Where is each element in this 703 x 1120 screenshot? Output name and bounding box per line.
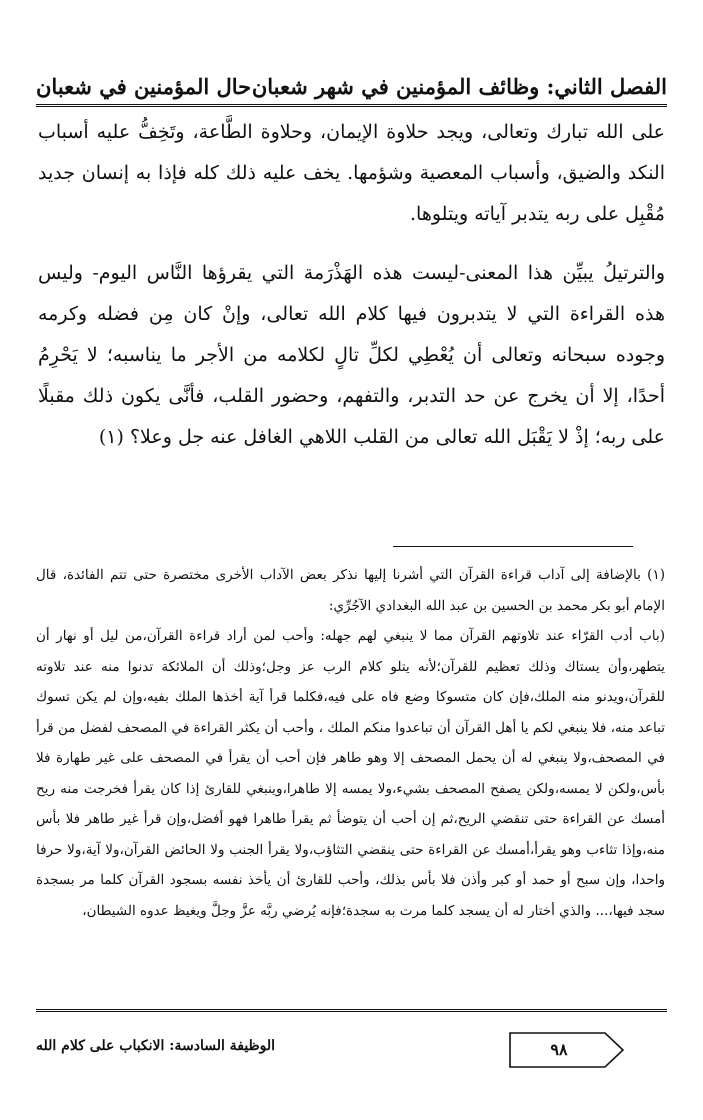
- running-header: [36, 58, 667, 107]
- chapter-title: الفصل الثاني: وظائف المؤمنين في شهر شعبان: [251, 74, 667, 99]
- main-text: [38, 112, 665, 476]
- main-paragraph-2: والترتيلُ يبيِّن هذا المعنى-ليست هذه الهَذْرَمة التي يقرؤها النَّاس اليوم- وليس هذه القراءة التي لا يتدبرون فيها كلام الله تعالى، وإنْ كان مِن فضله وكرمه وجوده سبحانه وتعالى أن يُعْطِي لكلِّ تالٍ لكلامه من الأجر ما يناسبه؛ لا يَحْرِمُ أحدًا، إلا أن يخرج عن حد التدبر، والتفهم، وحضور القلب، فأنَّى يكون ذلك مقبلًا على ربه؛ إذْ لا يَقْبَل الله تعالى من القلب اللاهي الغافل عنه جل وعلا؟ (١): [38, 262, 665, 448]
- main-paragraph-1: على الله تبارك وتعالى، ويجد حلاوة الإيمان، وحلاوة الطَّاعة، وتَخِفُّ عليه أسباب النكد والضيق، وأسباب المعصية وشؤمها. يخف عليه ذلك كله فإذا به إنسان جديد مُقْبِل على ربه يتدبر آياته ويتلوها.: [38, 121, 665, 225]
- running-footer: [36, 1030, 667, 1070]
- footnote-separator: [393, 546, 633, 547]
- footer-rule: [36, 1009, 667, 1012]
- footnotes: [36, 560, 665, 926]
- footnote-1-body: (باب أدب القرّاء عند تلاوتهم القرآن مما لا ينبغي لهم جهله: وأحب لمن أراد قراءة القرآن،من ليل أو نهار أن يتطهر،وأن يستاك وذلك تعظيم للقرآن؛لأنه يتلو كلام الرب عز وجل؛وذلك أن الملائكة تدنوا منه عند تلاوته للقرآن،ويدنو منه الملك،فإن كان متسوكا وضع فاه على فيه،فكلما قرأ آية أخذها الملك بفيه،وإن لم يكن تسوك تباعد منه، فلا ينبغي لكم يا أهل القرآن أن تباعدوا منكم الملك ، وأحب أن يكثر القراءة في المصحف لفضل من قرأ في المصحف،ولا ينبغي له أن يحمل المصحف إلا وهو طاهر فإن أحب أن يقرأ في المصحف على غير طهارة فلا بأس،ولكن لا يمسه،ولكن يصفح المصحف بشيء،ولا يمسه إلا طاهرا،وينبغي للقارئ إذا كان يقرأ فخرجت منه ريح أمسك عن القراءة حتى تنقضي الريح،ثم إن أحب أن يتوضأ ثم يقرأ طاهرا فهو أفضل،وإن قرأ غير طاهر فلا بأس منه،وإذا تثاءب وهو يقرأ،أمسك عن القراءة حتى ينقضي التثاؤب،ولا يقرأ الجنب ولا الحائض القرآن،ولا آية،ولا حرفا واحدا، وإن سبح أو حمد أو كبر وأذن فلا بأس بذلك، وأحب للقارئ أن يأخذ نفسه بسجود القرآن كلما مر بسجدة سجد فيها،... والذي أختار له أن يسجد كلما مرت به سجدة؛فإنه يُرضي ربَّه عزَّ وجلَّ ويغيظ عدوه الشيطان،: [36, 628, 665, 919]
- footnote-1-intro: (١) بالإضافة إلى آداب قراءة القرآن التي أشرنا إليها نذكر بعض الآداب الأخرى مختصرة حتى تتم الفائدة، قال الإمام أبو بكر محمد بن الحسين بن عبد الله البغدادي الآجُرِّي:: [36, 567, 665, 614]
- section-title: حال المؤمنين في شعبان: [36, 74, 252, 99]
- page-number: ٩٨: [550, 1040, 568, 1059]
- footer-section-title: الوظيفة السادسة: الانكباب على كلام الله: [36, 1038, 276, 1054]
- page-number-box: [507, 1030, 627, 1070]
